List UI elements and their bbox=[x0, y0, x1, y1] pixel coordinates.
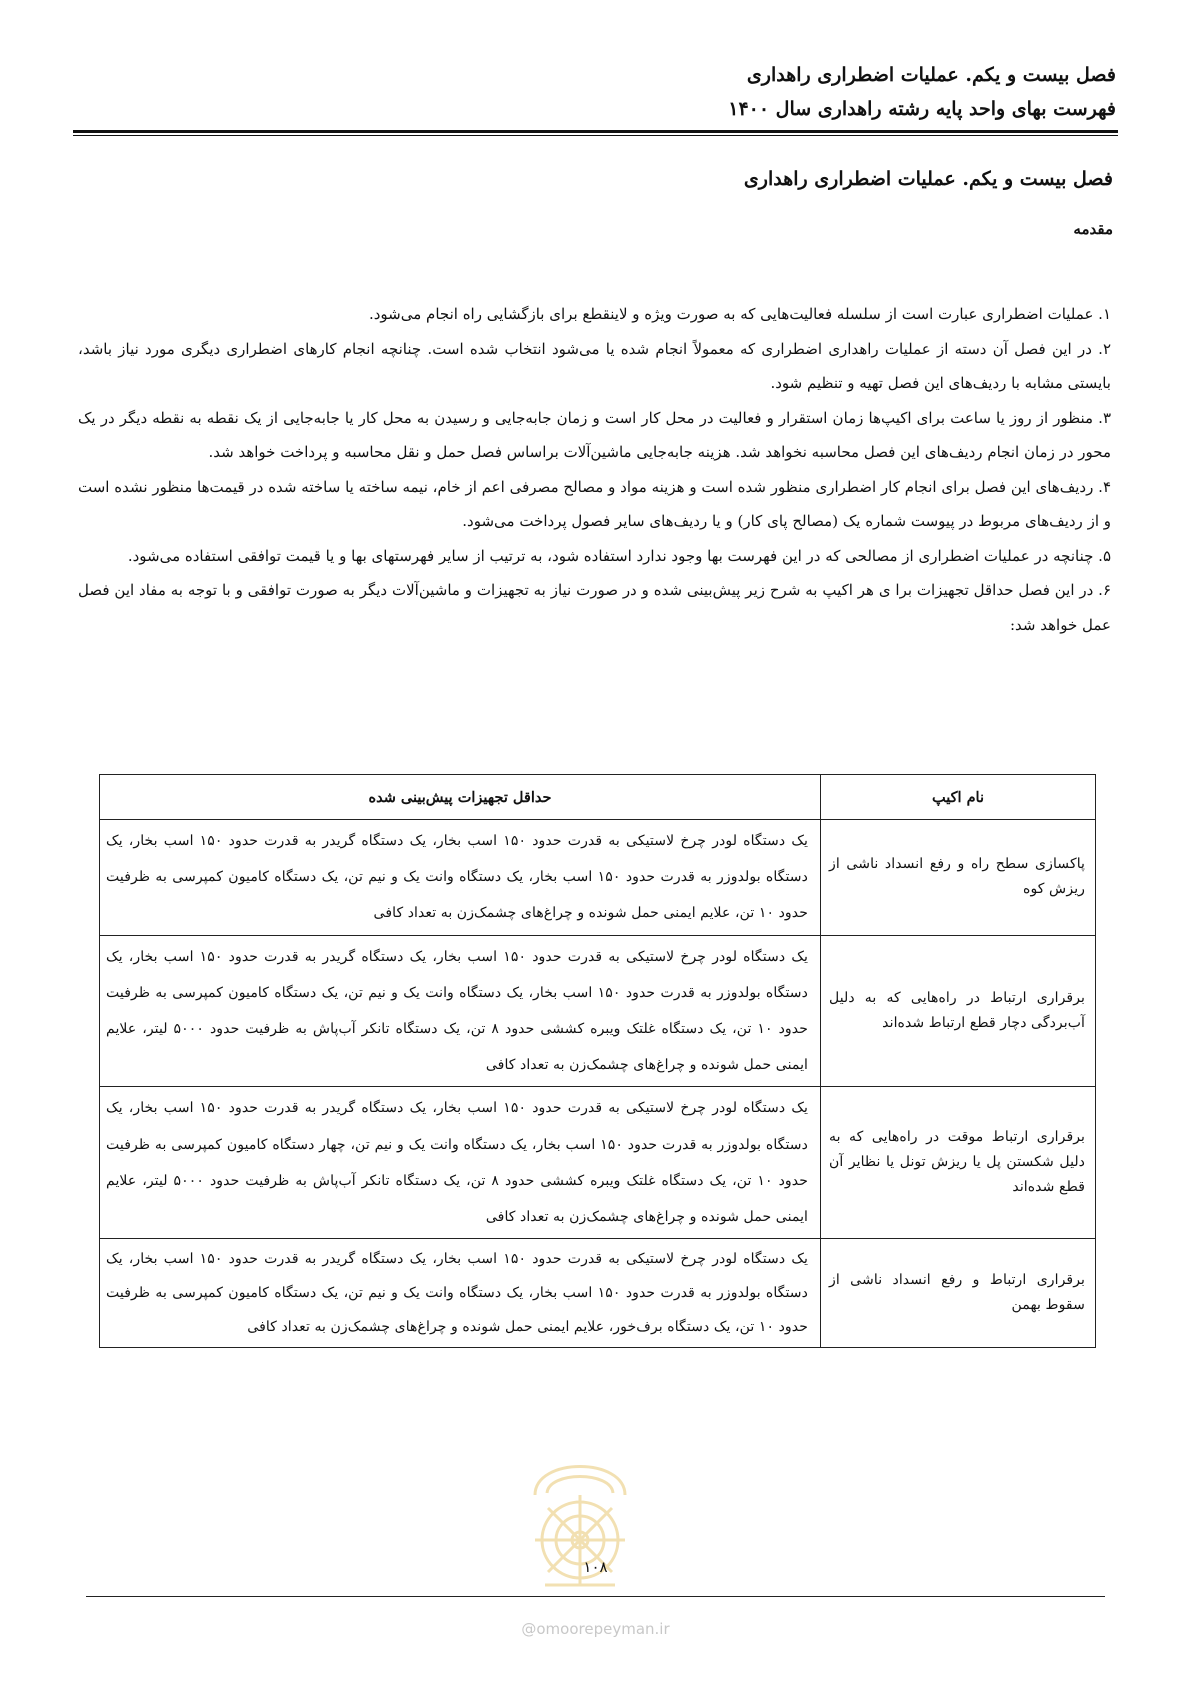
intro-paragraphs bbox=[78, 297, 1111, 642]
running-header bbox=[76, 58, 1116, 126]
header-chapter-line: فصل بیست و یکم. عملیات اضطراری راهداری bbox=[746, 64, 1116, 86]
paragraph-5: ۵. چنانچه در عملیات اضطراری از مصالحی که در این فهرست بها وجود ندارد استفاده شود، به ترتیب از سایر فهرستهای بها و یا قیمت توافقی استفاده می‌شود. bbox=[127, 546, 1111, 565]
paragraph-3: ۳. منظور از روز یا ساعت برای اکیپ‌ها زمان استقرار و فعالیت در محل کار است و زمان جابه‌جایی و رسیدن به محل کار یا جابه‌جایی از یک نقطه به نقطه دیگر در یک محور در زمان انجام ردیف‌های این فصل محاسبه نخواهد شد. هزینه جابه‌جایی ماشین‌آلات براساس فصل حمل و نقل محاسبه و پرداخت خواهد شد. bbox=[78, 408, 1111, 461]
footer-rule bbox=[86, 1596, 1105, 1597]
table-row bbox=[100, 820, 1096, 936]
team-name-cell: برقراری ارتباط در راه‌هایی که به دلیل آب‌بردگی دچار قطع ارتباط شده‌اند bbox=[821, 935, 1096, 1087]
paragraph-4: ۴. ردیف‌های این فصل برای انجام کار اضطراری منظور شده است و هزینه مواد و مصالح مصرفی اعم از خام، نیمه ساخته یا ساخته شده در قیمت‌ها منظور نشده است و از ردیف‌های مربوط در پیوست شماره یک (مصالح پای کار) و یا ردیف‌های سایر فصول پرداخت می‌شود. bbox=[78, 477, 1111, 530]
page-number: ۱۰۸ bbox=[583, 1558, 608, 1576]
equipment-cell: یک دستگاه لودر چرخ لاستیکی به قدرت حدود ۱۵۰ اسب بخار، یک دستگاه گریدر به قدرت حدود ۱۵۰ اسب بخار، یک دستگاه بولدوزر به قدرت حدود ۱۵۰ اسب بخار، یک دستگاه وانت یک و نیم تن، یک دستگاه کامیون کمپرسی به ظرفیت حدود ۱۰ تن، یک دستگاه غلتک ویبره کششی حدود ۸ تن، یک دستگاه تانکر آب‌پاش به ظرفیت حدود ۵۰۰۰ لیتر، علایم ایمنی حمل شونده و چراغ‌های چشمک‌زن به تعداد کافی bbox=[100, 935, 821, 1087]
paragraph-6: ۶. در این فصل حداقل تجهیزات برا ی هر اکیپ به شرح زیر پیش‌بینی شده و در صورت نیاز به تجهیزات و ماشین‌آلات دیگر به صورت توافقی و با توجه به مفاد این فصل عمل خواهد شد: bbox=[78, 581, 1111, 634]
equipment-cell: یک دستگاه لودر چرخ لاستیکی به قدرت حدود ۱۵۰ اسب بخار، یک دستگاه گریدر به قدرت حدود ۱۵۰ اسب بخار، یک دستگاه بولدوزر به قدرت حدود ۱۵۰ اسب بخار، یک دستگاه وانت یک و نیم تن، یک دستگاه کامیون کمپرسی به ظرفیت حدود ۱۰ تن، علایم ایمنی حمل شونده و چراغ‌های چشمک‌زن به تعداد کافی bbox=[100, 820, 821, 936]
column-header-team: نام اکیپ bbox=[821, 775, 1096, 820]
table-row bbox=[100, 1239, 1096, 1348]
equipment-cell: یک دستگاه لودر چرخ لاستیکی به قدرت حدود ۱۵۰ اسب بخار، یک دستگاه گریدر به قدرت حدود ۱۵۰ اسب بخار، یک دستگاه بولدوزر به قدرت حدود ۱۵۰ اسب بخار، یک دستگاه وانت یک و نیم تن، یک دستگاه کامیون کمپرسی به ظرفیت حدود ۱۰ تن، یک دستگاه برف‌خور، علایم ایمنی حمل شونده و چراغ‌های چشمک‌زن به تعداد کافی bbox=[100, 1239, 821, 1348]
header-rule-thick bbox=[73, 130, 1118, 133]
team-name-cell: برقراری ارتباط و رفع انسداد ناشی از سقوط بهمن bbox=[821, 1239, 1096, 1348]
equipment-cell: یک دستگاه لودر چرخ لاستیکی به قدرت حدود ۱۵۰ اسب بخار، یک دستگاه گریدر به قدرت حدود ۱۵۰ اسب بخار، یک دستگاه بولدوزر به قدرت حدود ۱۵۰ اسب بخار، یک دستگاه وانت یک و نیم تن، چهار دستگاه کامیون کمپرسی به ظرفیت حدود ۱۰ تن، یک دستگاه غلتک ویبره کششی حدود ۸ تن، یک دستگاه تانکر آب‌پاش به ظرفیت حدود ۵۰۰۰ لیتر، علایم ایمنی حمل شونده و چراغ‌های چشمک‌زن به تعداد کافی bbox=[100, 1087, 821, 1239]
team-name-cell: برقراری ارتباط موقت در راه‌هایی که به دلیل شکستن پل یا ریزش تونل یا نظایر آن قطع شده‌اند bbox=[821, 1087, 1096, 1239]
column-header-equipment: حداقل تجهیزات پیش‌بینی شده bbox=[100, 775, 821, 820]
paragraph-2: ۲. در این فصل آن دسته از عملیات راهداری اضطراری که معمولاً انجام شده یا می‌شود انتخاب شده است. چنانچه انجام کارهای اضطراری دیگری مورد نیاز باشد، بایستی مشابه با ردیف‌های این فصل تهیه و تنظیم شود. bbox=[78, 339, 1111, 392]
intro-heading: مقدمه bbox=[1073, 220, 1113, 238]
header-price-list-line: فهرست بهای واحد پایه رشته راهداری سال ۱۴۰۰ bbox=[728, 98, 1116, 120]
chapter-title: فصل بیست و یکم. عملیات اضطراری راهداری bbox=[743, 168, 1113, 190]
table-row bbox=[100, 1087, 1096, 1239]
equipment-table bbox=[99, 774, 1096, 1348]
team-name-cell: پاکسازی سطح راه و رفع انسداد ناشی از ریزش کوه bbox=[821, 820, 1096, 936]
header-rule-thin bbox=[73, 135, 1118, 136]
table-row bbox=[100, 935, 1096, 1087]
paragraph-1: ۱. عملیات اضطراری عبارت است از سلسله فعالیت‌هایی که به صورت ویژه و لاینقطع برای بازگشایی راه انجام می‌شود. bbox=[368, 305, 1111, 323]
website-watermark: @omoorepeyman.ir bbox=[521, 1620, 670, 1638]
table-header-row bbox=[100, 775, 1096, 820]
